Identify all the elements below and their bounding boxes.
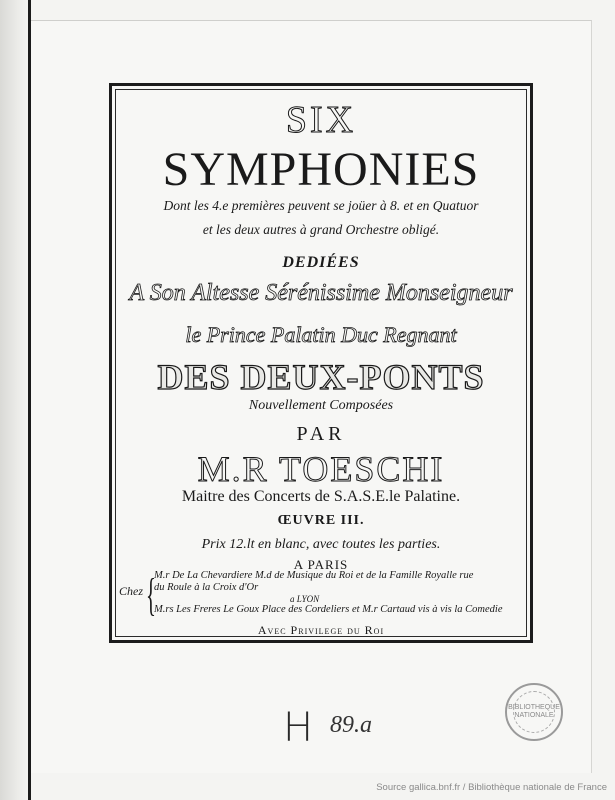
lyon-heading: a LYON [290, 594, 320, 604]
paris-heading: A PARIS [293, 557, 349, 572]
library-stamp-text: BIBLIOTHEQUE NATIONALE [513, 691, 555, 733]
subtitle-line-2: et les deux autres à grand Orchestre obligé. [202, 222, 440, 237]
paris-publisher-line-2: du Roule à la Croix d'Or [154, 582, 259, 593]
chez-label: Chez [119, 584, 143, 598]
source-credit: Source gallica.bnf.fr / Bibliothèque nationale de France [376, 782, 607, 793]
composition-note: Nouvellement Composées [248, 398, 394, 413]
lyon-publisher-line: M.rs Les Freres Le Goux Place des Cordeliers et M.r Cartaud vis à vis la Comedie [154, 604, 503, 615]
price-line: Prix 12.lt en blanc, avec toutes les parties. [201, 537, 441, 552]
brace-glyph: { [146, 569, 156, 620]
subtitle-line-1: Dont les 4.e premières peuvent se joüer à 8. et en Quatuor [163, 198, 479, 213]
title-symphonies: SYMPHONIES [162, 143, 480, 196]
dedication-line-2: le Prince Palatin Duc Regnant [185, 322, 457, 347]
by-label: PAR [296, 423, 346, 445]
composer-title: Maitre des Concerts de S.A.S.E.le Palatine. [181, 488, 461, 505]
dedication-heading: DEDIÉES [282, 254, 360, 271]
title-six: SIX [285, 99, 357, 141]
page-edge [0, 0, 30, 800]
composer-name: M.R TOESCHI [197, 449, 445, 489]
shelfmark-number: 89.a [330, 712, 372, 738]
dedication-line-1: A Son Altesse Sérénissime Monseigneur [129, 280, 513, 306]
dedication-place: DES DEUX-PONTS [157, 357, 485, 397]
opus-number: ŒUVRE III. [277, 513, 365, 528]
shelfmark-letter: H [283, 705, 314, 751]
paris-publisher-line-1: M.r De La Chevardiere M.d de Musique du Roi et de la Famille Royalle rue [154, 570, 474, 581]
privilege-line: Avec Privilege du Roi [257, 623, 385, 637]
library-stamp-icon [505, 683, 563, 741]
